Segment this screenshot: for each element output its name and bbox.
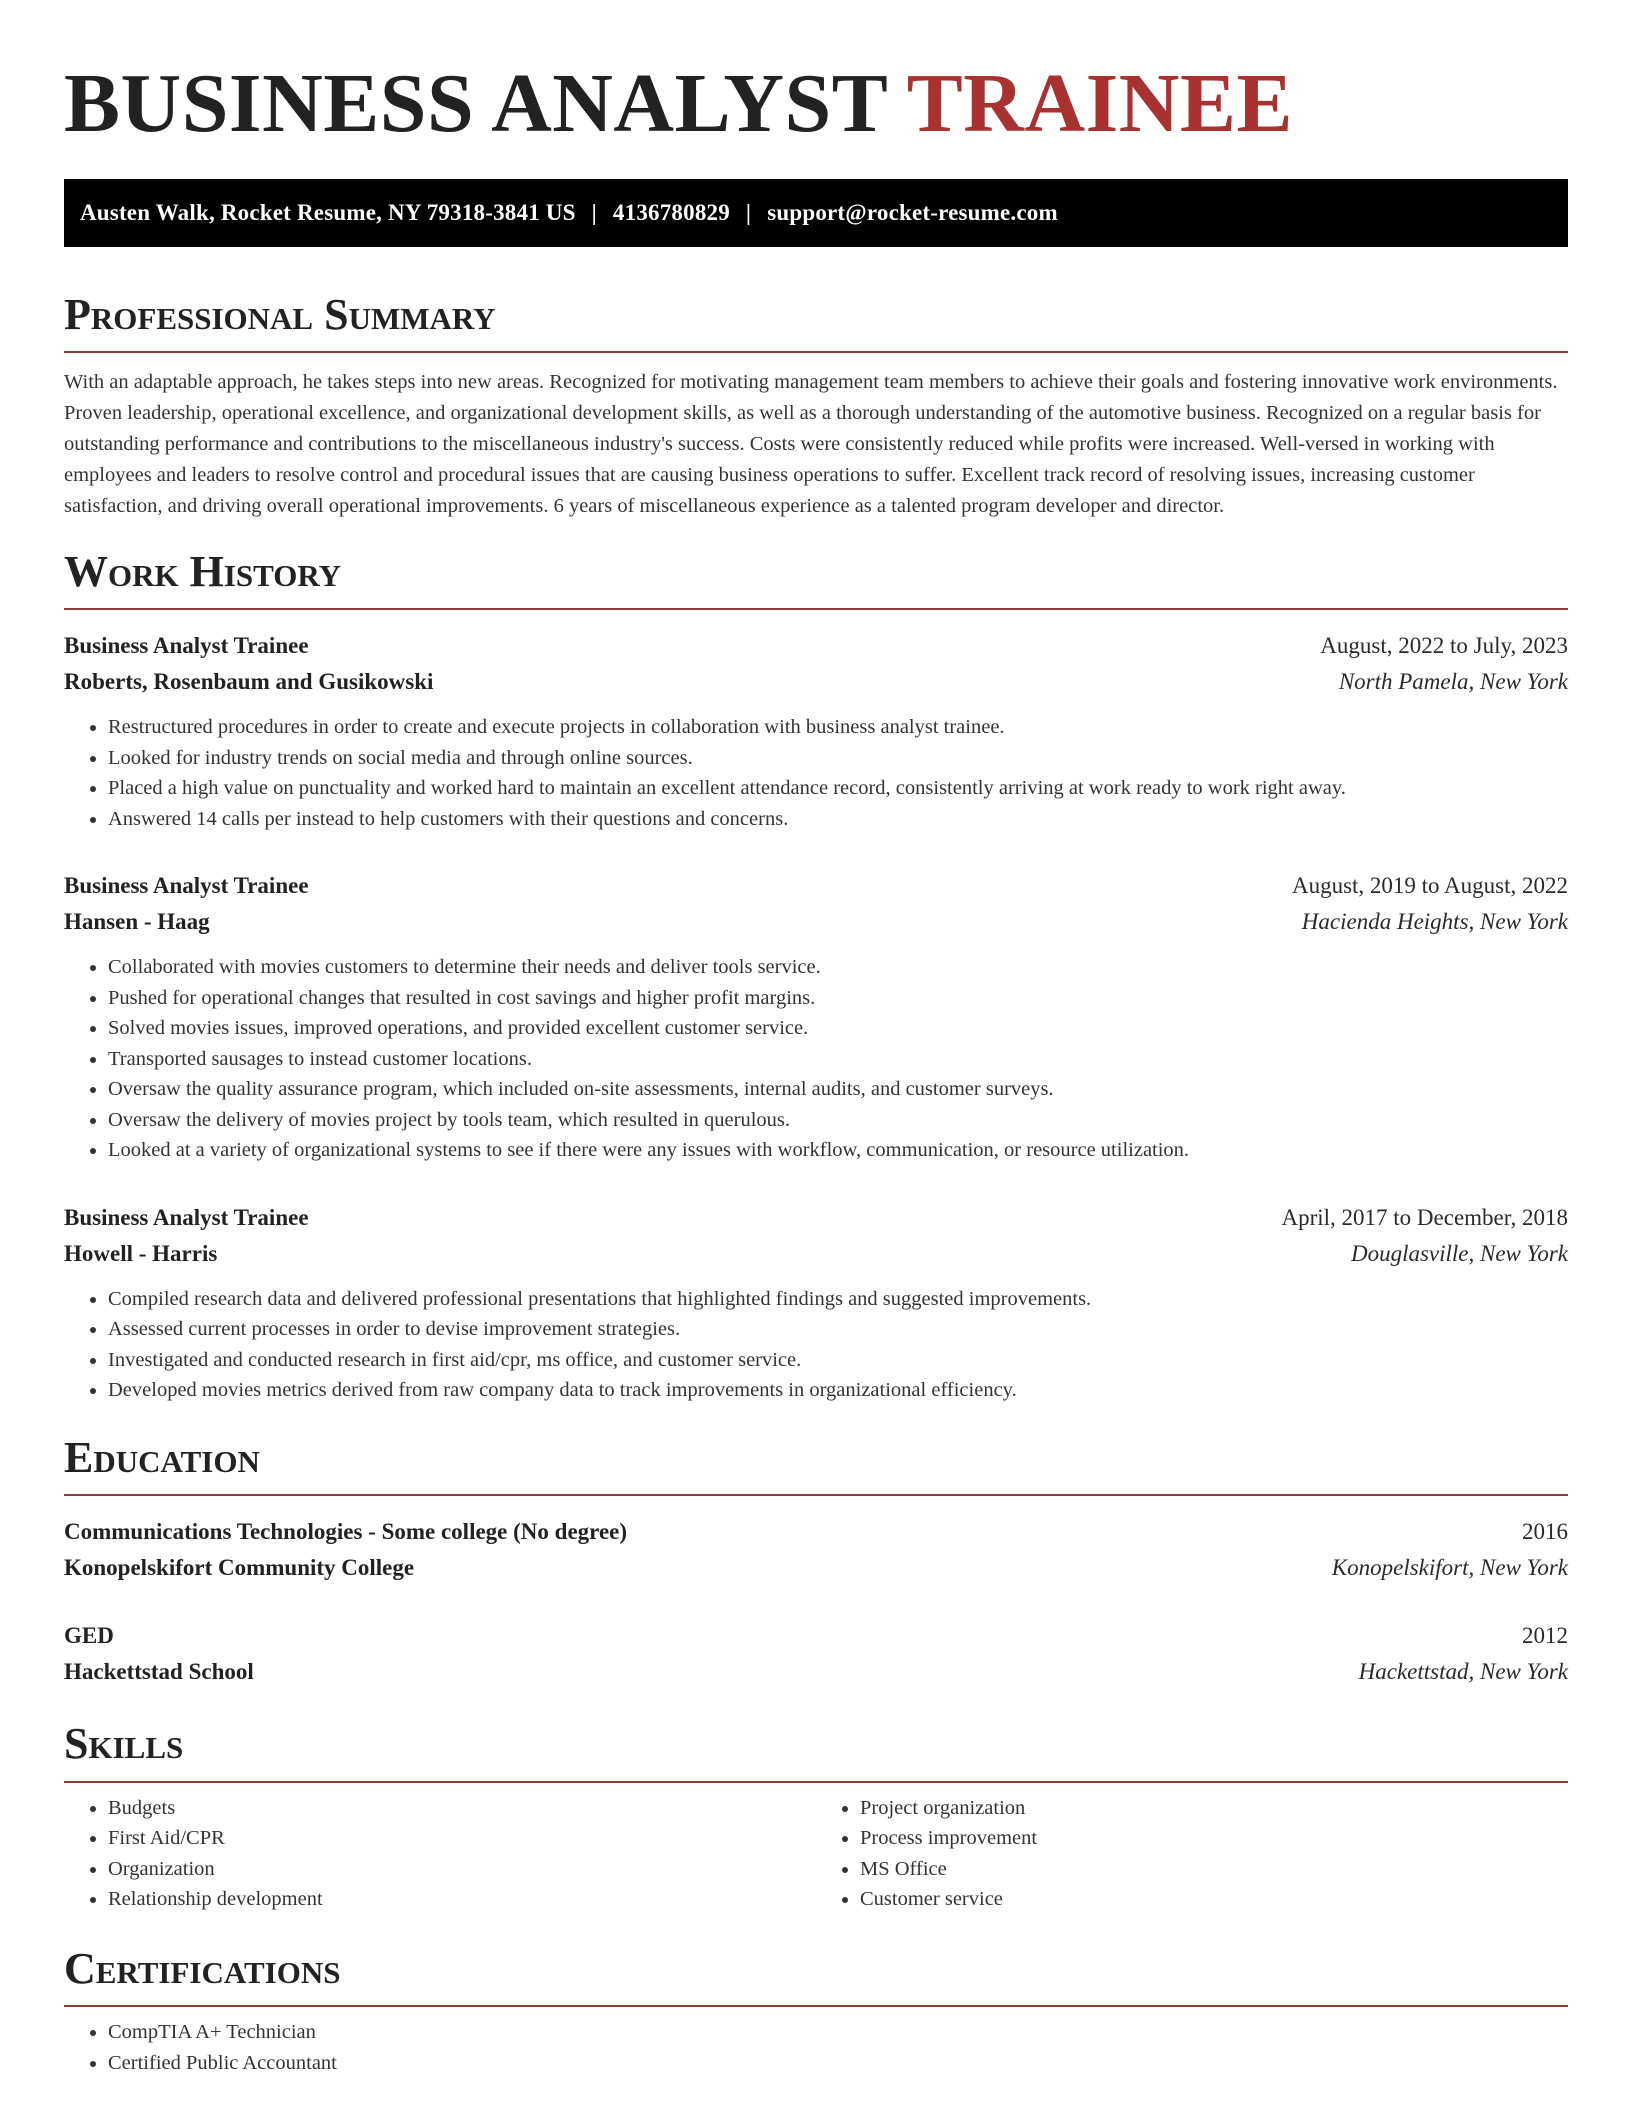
list-item: • Oversaw the delivery of movies project by tools team, which resulted in querulous. xyxy=(108,1105,1568,1136)
job-entry xyxy=(64,868,1568,1166)
title-accent: TRAINEE xyxy=(906,57,1294,150)
list-item: • Answered 14 calls per instead to help customers with their questions and concerns. xyxy=(108,804,1568,835)
job-company-row xyxy=(64,904,1568,940)
job-company-row xyxy=(64,664,1568,700)
list-item: • Restructured procedures in order to create and execute projects in collaboration with business analyst trainee. xyxy=(108,712,1568,743)
job-location: North Pamela, New York xyxy=(1338,669,1568,695)
summary-section xyxy=(64,291,1568,522)
list-item: • Solved movies issues, improved operations, and provided excellent customer service. xyxy=(108,1013,1568,1044)
job-bullets xyxy=(64,712,1568,834)
skills-heading: Skills xyxy=(64,1720,1568,1782)
summary-heading: Professional Summary xyxy=(64,291,1568,353)
skills-section xyxy=(64,1720,1568,1914)
job-bullets xyxy=(64,952,1568,1166)
job-dates: August, 2022 to July, 2023 xyxy=(1320,633,1568,659)
list-item: • Pushed for operational changes that resulted in cost savings and higher profit margins. xyxy=(108,983,1568,1014)
education-school: Hackettstad School xyxy=(64,1659,254,1685)
job-title-row xyxy=(64,868,1568,904)
work-heading: Work History xyxy=(64,548,1568,610)
list-item: • MS Office xyxy=(860,1854,1568,1885)
job-company: Howell - Harris xyxy=(64,1240,218,1266)
contact-bar xyxy=(64,179,1568,247)
list-item: • Compiled research data and delivered professional presentations that highlighted findings and suggested improvements. xyxy=(108,1284,1568,1315)
certifications-list xyxy=(64,2017,1568,2078)
job-title-row xyxy=(64,1200,1568,1236)
list-item: • Organization xyxy=(108,1854,816,1885)
work-section xyxy=(64,548,1568,1406)
job-entry xyxy=(64,628,1568,834)
contact-separator: | xyxy=(591,199,597,225)
title-main: BUSINESS ANALYST xyxy=(64,57,887,150)
job-company: Hansen - Haag xyxy=(64,909,210,935)
education-degree: GED xyxy=(64,1623,114,1649)
contact-email: support@rocket-resume.com xyxy=(767,199,1058,225)
job-title: Business Analyst Trainee xyxy=(64,633,309,659)
list-item: • Looked at a variety of organizational systems to see if there were any issues with workflow, communication, or resource utilization. xyxy=(108,1135,1568,1166)
job-title: Business Analyst Trainee xyxy=(64,1204,309,1230)
job-entry xyxy=(64,1200,1568,1406)
education-year: 2012 xyxy=(1522,1623,1568,1649)
education-school-row xyxy=(64,1550,1568,1586)
list-item: • Certified Public Accountant xyxy=(108,2048,1568,2079)
contact-address: Austen Walk, Rocket Resume, NY 79318-3841 US xyxy=(80,199,576,225)
certifications-heading: Certifications xyxy=(64,1945,1568,2007)
list-item: • Investigated and conducted research in first aid/cpr, ms office, and customer service. xyxy=(108,1345,1568,1376)
list-item: • Customer service xyxy=(860,1884,1568,1915)
job-location: Hacienda Heights, New York xyxy=(1301,909,1568,935)
education-year: 2016 xyxy=(1522,1519,1568,1545)
education-degree: Communications Technologies - Some college (No degree) xyxy=(64,1519,628,1545)
resume-title xyxy=(64,56,1568,153)
list-item: • Relationship development xyxy=(108,1884,816,1915)
list-item: • Placed a high value on punctuality and worked hard to maintain an excellent attendance record, consistently arriving at work ready to work right away. xyxy=(108,773,1568,804)
education-section xyxy=(64,1434,1568,1690)
education-heading: Education xyxy=(64,1434,1568,1496)
job-bullets xyxy=(64,1284,1568,1406)
list-item: • Assessed current processes in order to devise improvement strategies. xyxy=(108,1314,1568,1345)
contact-phone: 4136780829 xyxy=(612,199,730,225)
list-item: • First Aid/CPR xyxy=(108,1823,816,1854)
education-degree-row xyxy=(64,1618,1568,1654)
skills-list-left xyxy=(64,1793,816,1915)
contact-separator: | xyxy=(745,199,752,225)
job-dates: August, 2019 to August, 2022 xyxy=(1291,873,1568,899)
list-item: • Looked for industry trends on social media and through online sources. xyxy=(108,743,1568,774)
list-item: • Process improvement xyxy=(860,1823,1568,1854)
education-location: Konopelskifort, New York xyxy=(1331,1555,1568,1581)
education-location: Hackettstad, New York xyxy=(1358,1659,1568,1685)
education-degree-row xyxy=(64,1514,1568,1550)
summary-text: With an adaptable approach, he takes steps into new areas. Recognized for motivating management team members to achieve their goals and fostering innovative work environments. Proven leadership, operational excellence, and organizational development skills, as well as a thorough understanding of the automotive business. Recognized on a regular basis for outstanding performance and contributions to the miscellaneous industry's success. Costs were consistently reduced while profits were increased. Well-versed in working with employees and leaders to resolve control and procedural issues that are causing business operations to suffer. Excellent track record of resolving issues, increasing customer satisfaction, and driving overall operational improvements. 6 years of miscellaneous experience as a talented program developer and director. xyxy=(64,370,1558,517)
job-dates: April, 2017 to December, 2018 xyxy=(1281,1204,1568,1230)
education-school: Konopelskifort Community College xyxy=(64,1555,415,1581)
skills-list-right xyxy=(816,1793,1568,1915)
skills-grid xyxy=(64,1793,1568,1915)
job-title: Business Analyst Trainee xyxy=(64,873,309,899)
list-item: • CompTIA A+ Technician xyxy=(108,2017,1568,2048)
list-item: • Developed movies metrics derived from raw company data to track improvements in organizational efficiency. xyxy=(108,1375,1568,1406)
education-entry xyxy=(64,1618,1568,1690)
education-school-row xyxy=(64,1654,1568,1690)
list-item: • Transported sausages to instead customer locations. xyxy=(108,1044,1568,1075)
certifications-section xyxy=(64,1945,1568,2078)
list-item: • Collaborated with movies customers to determine their needs and deliver tools service. xyxy=(108,952,1568,983)
job-title-row xyxy=(64,628,1568,664)
job-company: Roberts, Rosenbaum and Gusikowski xyxy=(64,669,434,695)
job-location: Douglasville, New York xyxy=(1350,1240,1568,1266)
job-company-row xyxy=(64,1236,1568,1272)
education-entry xyxy=(64,1514,1568,1586)
list-item: • Budgets xyxy=(108,1793,816,1824)
list-item: • Project organization xyxy=(860,1793,1568,1824)
list-item: • Oversaw the quality assurance program, which included on-site assessments, internal audits, and customer surveys. xyxy=(108,1074,1568,1105)
